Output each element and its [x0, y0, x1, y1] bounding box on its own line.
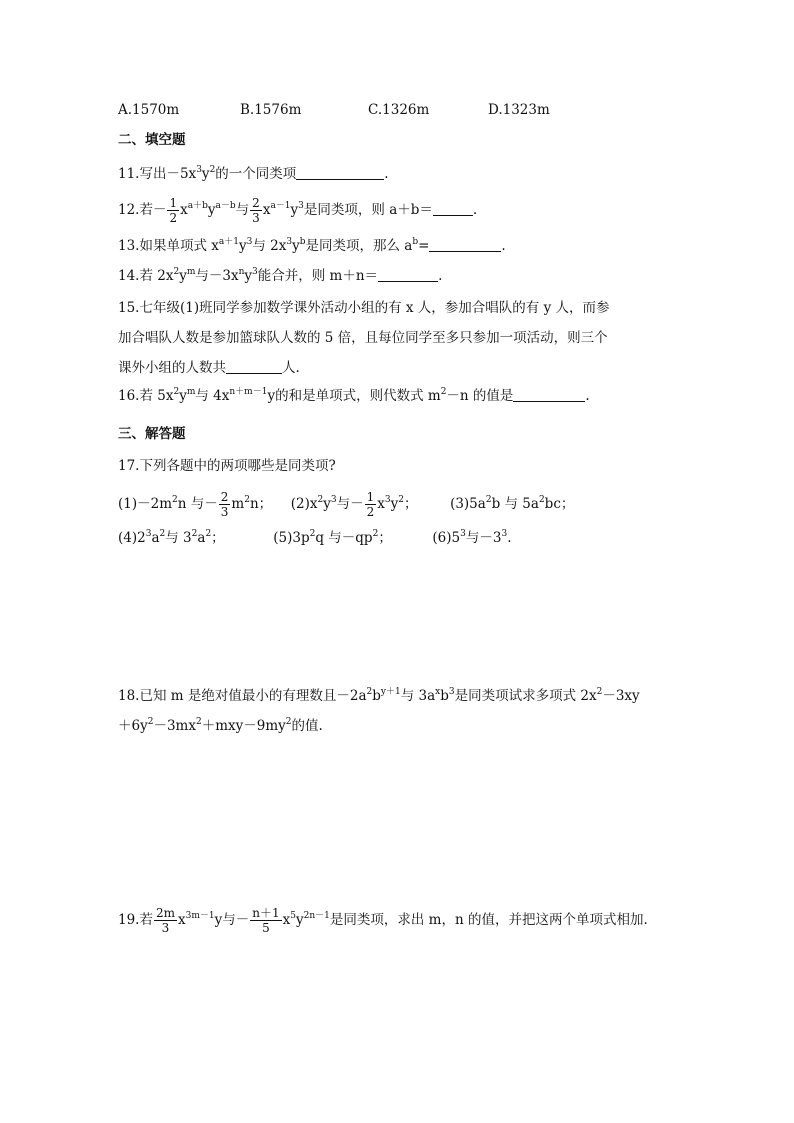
question-12: 12.若－ $\frac{1}{2}$ $x^{a+b}y^{a-b}$与 $\frac{2}{3}$ $x^{a-1}y^3$是同类项，则 a＋b＝ . [118, 196, 478, 225]
question-17-parts-4-6: $(4)2^3a^2$与 $3^2a^2$； $(5)3p^2q$ 与$-qp^2$； $(6)5^3$与$-3^3$. [118, 529, 512, 546]
answer-blank [296, 165, 384, 180]
option-b: B.1576m [240, 102, 302, 118]
option-c: C.1326m [368, 102, 430, 118]
section-heading-answer: 三、解答题 [118, 426, 186, 442]
fraction: $\frac{2m}{3}$ [155, 906, 175, 935]
answer-blank [226, 359, 282, 374]
fraction: $\frac{2}{3}$ [252, 196, 260, 225]
option-d: D.1323m [488, 102, 550, 118]
question-17-parts-1-3: $(1)-2m^2n$ 与－ $\frac{2}{3}$ $m^2n$； $(2)x^2y^3$与－ $\frac{1}{2}$ $x^3y^2$； $(3)5a^2b$ 与 $5a^2bc$； [118, 490, 575, 519]
answer-blank [433, 201, 473, 216]
fraction: $\frac{1}{2}$ [366, 490, 375, 519]
question-15-line-1: 15.七年级(1)班同学参加数学课外活动小组的有 x 人，参加合唱队的有 y 人，而参 [118, 300, 610, 316]
question-18-line-1: 18.已知 m 是绝对值最小的有理数且$-2a^2b^{y+1}$与 $3a^xb^3$是同类项试求多项式 $2x^2-3xy$ [118, 687, 640, 704]
question-15-line-2: 加合唱队人数是参加篮球队人数的 5 倍，且每位同学至多只参加一项活动，则三个 [118, 330, 608, 346]
fraction: $\frac{1}{2}$ [169, 196, 178, 225]
question-18-line-2: $+6y^2-3mx^2+mxy-9my^2$的值. [118, 717, 323, 734]
question-11: 11.写出$-5x^3y^2$的一个同类项 . [118, 165, 389, 182]
question-13: 13.如果单项式 $x^{a+1}y^3$与 $2x^3y^b$是同类项，那么 $a^b=$ . [118, 237, 506, 254]
fraction: $\frac{n+1}{5}$ [252, 906, 280, 935]
answer-blank [378, 267, 438, 282]
question-19: 19.若 $\frac{2m}{3}$ $x^{3m-1}y$与－ $\frac{n+1}{5}$ $x^5y^{2n-1}$是同类项，求出 m，n 的值，并把这两个单项式相加. [118, 906, 648, 935]
option-a: A.1570m [118, 102, 180, 118]
fraction: $\frac{2}{3}$ [220, 490, 229, 519]
question-17-title: 17.下列各题中的两项哪些是同类项? [118, 458, 336, 474]
question-15-line-3: 课外小组的人数共 人. [118, 360, 300, 376]
answer-blank [513, 387, 585, 402]
question-14: 14.若 $2x^2y^m$与$-3x^ny^3$能合并，则 m＋n＝ . [118, 267, 443, 284]
section-heading-fill-blank: 二、填空题 [118, 132, 186, 148]
answer-blank [429, 237, 501, 252]
question-16: 16.若 $5x^2y^m$与 $4x^{n+m-1}y$的和是单项式，则代数式 $m^2-n$ 的值是 . [118, 387, 590, 404]
